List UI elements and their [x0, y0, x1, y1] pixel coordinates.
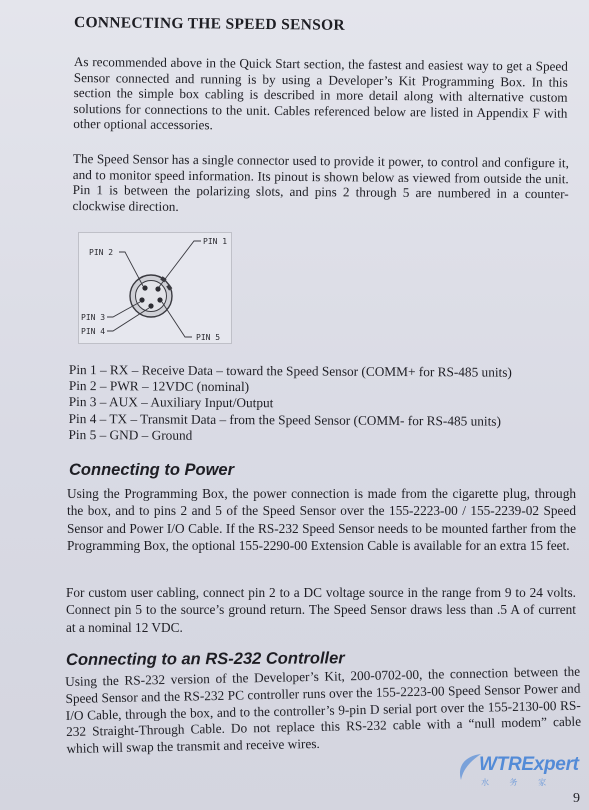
pin-2-label: PIN 2 — [89, 248, 114, 257]
pin-list-item: Pin 3 – AUX – Auxiliary Input/Output — [68, 394, 274, 411]
pin-1-label: PIN 1 — [203, 237, 228, 246]
pin-4-label: PIN 4 — [81, 327, 106, 336]
pin-2-contact — [142, 285, 147, 290]
power-paragraph-2: For custom user cabling, connect pin 2 to a DC voltage source in the range from 9 to 24 volts. Connect pin 5 to the source’s ground return. The Speed Sensor draws less than .5 A of current at a nominal 12 VDC. — [66, 585, 576, 635]
watermark-text: WTRExpert — [479, 754, 579, 775]
pin-3-contact — [139, 297, 144, 302]
pin-5-label: PIN 5 — [196, 333, 221, 342]
intro-paragraph: As recommended above in the Quick Start section, the fastest and easiest way to get a Speed Sensor connected and running is by using a Developer’s Kit Programming Box. In this section the simple box cabling is described in more detail along with alternative custom solutions for connections to the unit. Cables referenced below are listed in Appendix F with other optional accessories. — [73, 54, 568, 133]
connector-paragraph: The Speed Sensor has a single connector used to provide it power, to control and configure it, and to monitor speed information. Its pinout is shown below as viewed from outside the unit. Pin 1 is between the polarizing slots, and pins 2 through 5 are numbered in a counter-clockwise direction. — [72, 151, 569, 214]
pin-5-contact — [157, 297, 162, 302]
connector-pinout-diagram — [78, 232, 232, 344]
pin-list-item: Pin 2 – PWR – 12VDC (nominal) — [68, 378, 250, 395]
watermark-logo — [455, 748, 579, 792]
power-paragraph-1: Using the Programming Box, the power connection is made from the cigarette plug, through the box, and to pins 2 and 5 of the Speed Sensor over the 155-2223-00 / 155-2239-02 Speed Sensor and Power I/O Cable. If the RS-232 Speed Sensor needs to be mounted farther from the Programming Box, the optional 155-2290-00 Extension Cable is available for an extra 15 feet. — [67, 486, 576, 554]
page-number: 9 — [573, 791, 580, 806]
connector-pinout-svg — [79, 233, 231, 343]
page-heading: CONNECTING THE SPEED SENSOR — [73, 14, 346, 34]
pin-1-contact — [155, 286, 160, 291]
pin-4-contact — [148, 303, 153, 308]
pin-list-item: Pin 5 – GND – Ground — [68, 426, 193, 443]
pin-3-label: PIN 3 — [81, 313, 106, 322]
section-heading-power: Connecting to Power — [69, 461, 234, 479]
section-heading-rs232: Connecting to an RS-232 Controller — [65, 649, 345, 669]
rs232-paragraph: Using the RS-232 version of the Developer’s Kit, 200-0702-00, the connection between the Speed Sensor and the RS-232 PC controller runs over the 155-2223-00 Speed Sensor Power and I/O Cable, through the box, and to the controller’s 9-pin D serial port over the 155-2130-00 RS-232 Straight-Through Cable. Do not replace this RS-232 cable with a “null modem” cable which will swap the transmit and receive wires. — [65, 663, 582, 757]
pin-list-item: Pin 4 – TX – Transmit Data – from the Speed Sensor (COMM- for RS-485 units) — [68, 410, 501, 429]
pin-assignment-list — [69, 362, 569, 446]
pin-list-item: Pin 1 – RX – Receive Data – toward the Speed Sensor (COMM+ for RS-485 units) — [68, 362, 512, 380]
watermark-subtext: 水 务 家 — [481, 778, 556, 787]
